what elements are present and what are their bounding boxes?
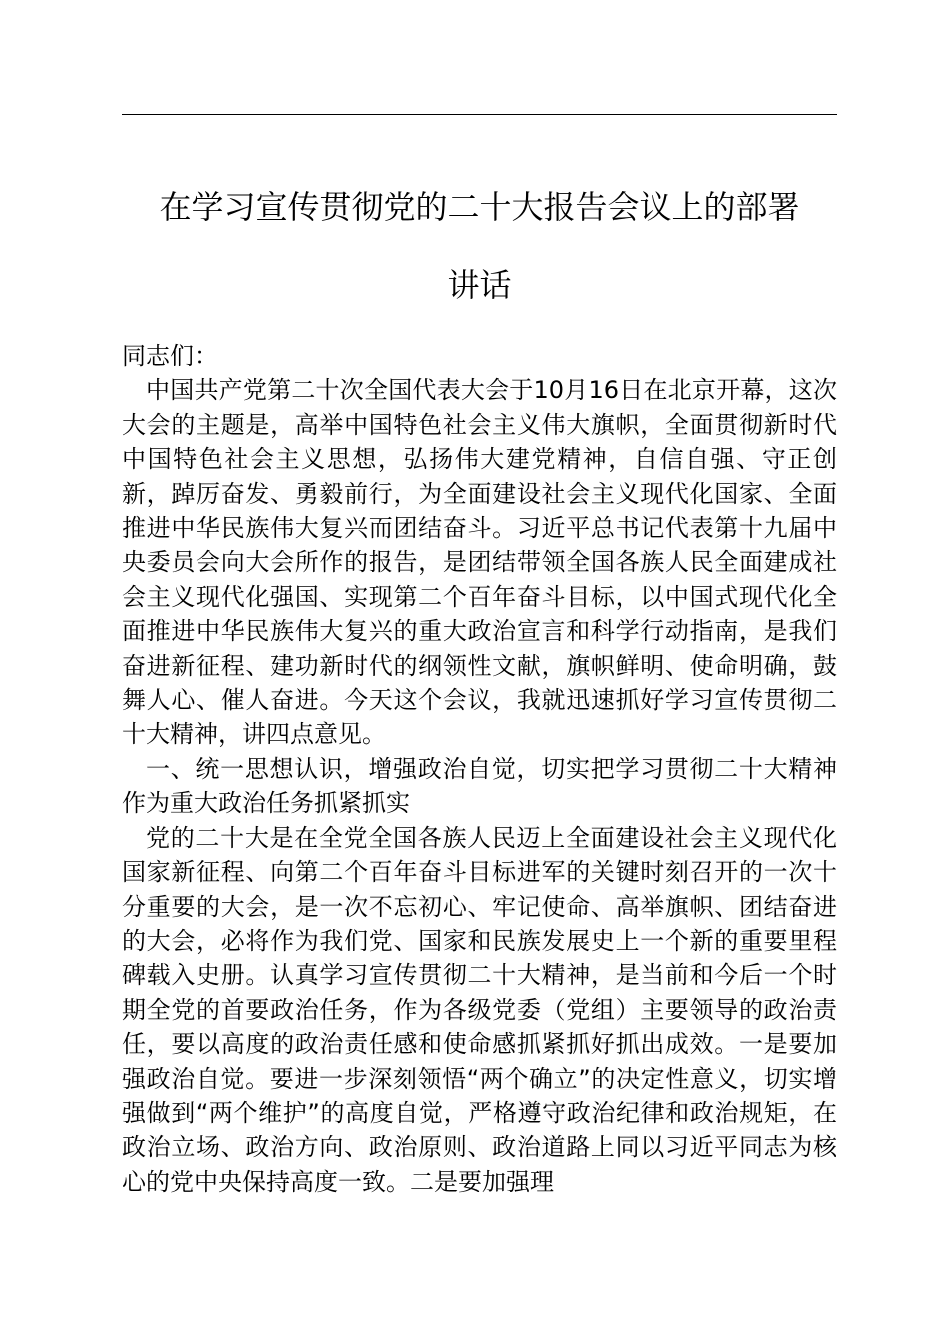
document-title-line-1: 在学习宣传贯彻党的二十大报告会议上的部署 bbox=[159, 188, 800, 226]
document-title-line-2: 讲话 bbox=[447, 266, 512, 304]
salutation: 同志们： bbox=[122, 342, 218, 370]
paragraph-section-1: 党的二十大是在全党全国各族人民迈上全面建设社会主义现代化国家新征程、向第二个百年奋斗目标进军的关键时刻召开的一次十分重要的大会，是一次不忘初心、牢记使命、高举旗帜、团结奋进的大会，必将作为我们党、国家和民族发展史上一个新的重要里程碑载入史册。认真学习宣传贯彻二十大精神，是当前和今后一个时期全党的首要政治任务，作为各级党委（党组）主要领导的政治责任，要以高度的政治责任感和使命感抓紧抓好抓出成效。一是要加强政治自觉。要进一步深刻领悟“两个确立”的决定性意义，切实增强做到“两个维护”的高度自觉，严格遵守政治纪律和政治规矩，在政治立场、政治方向、政治原则、政治道路上同以习近平同志为核心的党中央保持高度一致。二是要加强理 bbox=[122, 823, 837, 1196]
section-heading-1: 一、统一思想认识，增强政治自觉，切实把学习贯彻二十大精神作为重大政治任务抓紧抓实 bbox=[122, 754, 837, 818]
document-title bbox=[122, 168, 837, 324]
paragraph-intro: 中国共产党第二十次全国代表大会于10月16日在北京开幕，这次大会的主题是，高举中国特色社会主义伟大旗帜，全面贯彻新时代中国特色社会主义思想，弘扬伟大建党精神，自信自强、守正创新，踔厉奋发、勇毅前行，为全面建设社会主义现代化国家、全面推进中华民族伟大复兴而团结奋斗。习近平总书记代表第十九届中央委员会向大会所作的报告，是团结带领全国各族人民全面建成社会主义现代化强国、实现第二个百年奋斗目标，以中国式现代化全面推进中华民族伟大复兴的重大政治宣言和科学行动指南，是我们奋进新征程、建功新时代的纲领性文献，旗帜鲜明、使命明确，鼓舞人心、催人奋进。今天这个会议，我就迅速抓好学习宣传贯彻二十大精神，讲四点意见。 bbox=[122, 376, 837, 749]
document-body bbox=[122, 339, 837, 1199]
header-rule bbox=[122, 114, 837, 115]
